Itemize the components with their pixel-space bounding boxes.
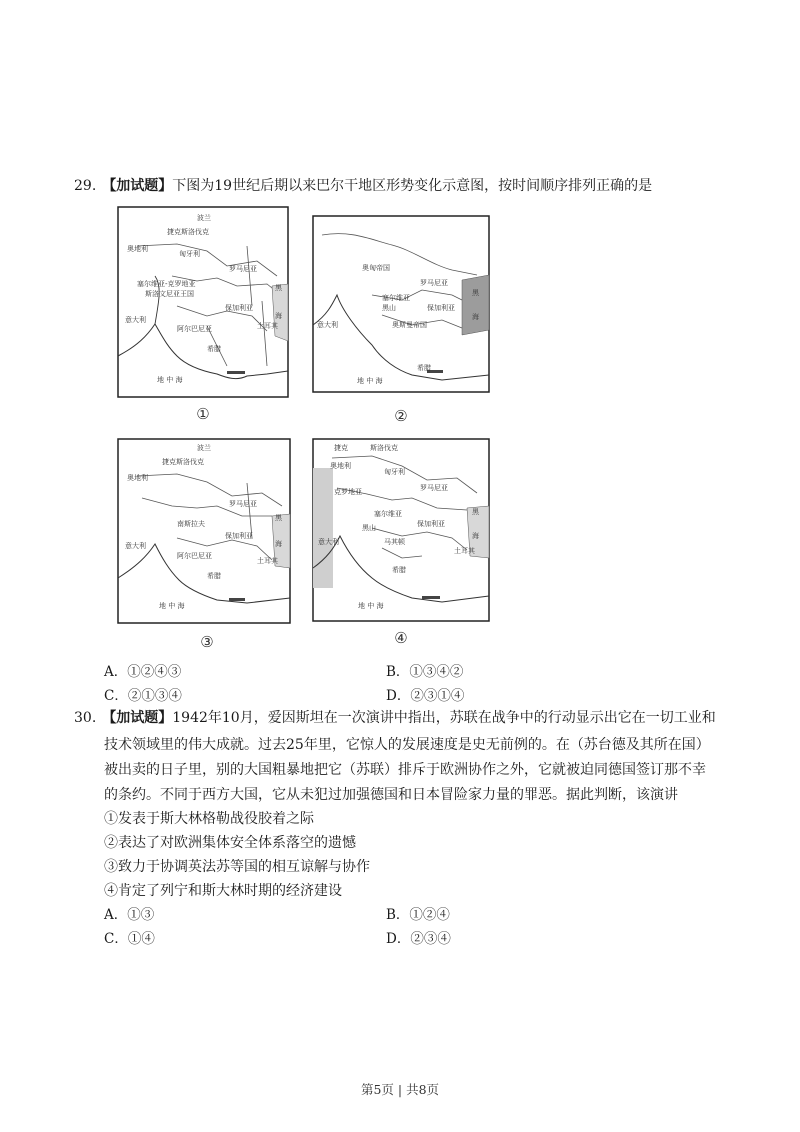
svg-text:罗马尼亚: 罗马尼亚 [229, 265, 257, 273]
map-2 [312, 215, 490, 393]
q29-stem: 下图为19世纪后期以来巴尔干地区形势变化示意图，按时间顺序排列正确的是 [172, 178, 653, 194]
map-3-image [117, 438, 291, 624]
balkan-maps-figure [100, 200, 500, 655]
option-letter: D． [386, 931, 411, 947]
q30-passage [104, 733, 710, 808]
svg-text:地 中 海: 地 中 海 [357, 377, 383, 385]
q30-option-d[interactable] [386, 929, 451, 949]
svg-text:希腊: 希腊 [417, 364, 431, 372]
q30-tag: 【加试题】 [102, 710, 173, 726]
svg-text:克罗地亚: 克罗地亚 [334, 488, 362, 496]
option-letter: D． [386, 688, 411, 704]
q30-statement-4: ④肯定了列宁和斯大林时期的经济建设 [104, 883, 342, 899]
option-letter: C． [104, 931, 128, 947]
map-2-number: ② [394, 407, 408, 425]
svg-text:捷克斯洛伐克: 捷克斯洛伐克 [167, 228, 209, 236]
option-text: ①③④② [409, 664, 464, 680]
svg-text:海: 海 [472, 532, 479, 540]
svg-text:奥地利: 奥地利 [330, 462, 351, 470]
q29-title [74, 176, 652, 196]
q30-option-c[interactable] [104, 929, 155, 949]
map-4-image [312, 438, 490, 622]
svg-text:奥匈帝国: 奥匈帝国 [362, 264, 390, 272]
map-2-image [312, 215, 490, 393]
svg-text:斯洛伐克: 斯洛伐克 [370, 444, 398, 452]
option-text: ①②④ [409, 907, 450, 923]
svg-text:马其顿: 马其顿 [384, 538, 405, 546]
svg-text:斯洛文尼亚王国: 斯洛文尼亚王国 [145, 290, 194, 298]
q30-title [74, 708, 716, 728]
svg-text:捷克: 捷克 [334, 444, 348, 452]
svg-text:波兰: 波兰 [197, 444, 211, 452]
svg-text:南斯拉夫: 南斯拉夫 [177, 520, 205, 528]
map-3-number: ③ [200, 633, 214, 651]
svg-text:捷克斯洛伐克: 捷克斯洛伐克 [162, 458, 204, 466]
svg-text:黑: 黑 [275, 514, 282, 522]
svg-text:地 中 海: 地 中 海 [157, 376, 183, 384]
q30-option-a[interactable] [104, 905, 154, 925]
svg-text:地 中 海: 地 中 海 [159, 602, 185, 610]
svg-text:土耳其: 土耳其 [257, 322, 278, 330]
map-4 [312, 438, 490, 622]
page-footer: 第5页 | 共8页 [360, 1082, 440, 1097]
svg-text:希腊: 希腊 [392, 566, 406, 574]
option-letter: B． [386, 907, 410, 923]
svg-text:黑: 黑 [472, 508, 479, 516]
q30-line-1: 1942年10月，爱因斯坦在一次演讲中指出，苏联在战争中的行动显示出它在一切工业和 [172, 710, 716, 726]
svg-text:塞尔维亚-克罗地亚: 塞尔维亚-克罗地亚 [137, 280, 196, 288]
svg-text:保加利亚: 保加利亚 [225, 304, 253, 312]
svg-text:塞尔维亚: 塞尔维亚 [374, 510, 402, 518]
svg-text:意大利: 意大利 [125, 542, 146, 550]
option-letter: A． [104, 907, 128, 923]
q30-statement-1: ①发表于斯大林格勒战役胶着之际 [104, 811, 314, 827]
svg-text:奥斯曼帝国: 奥斯曼帝国 [392, 321, 427, 329]
option-text: ②③④ [410, 931, 451, 947]
q29-option-c[interactable] [104, 686, 182, 706]
svg-text:土耳其: 土耳其 [257, 557, 278, 565]
svg-text:阿尔巴尼亚: 阿尔巴尼亚 [177, 552, 212, 560]
option-text: ①④ [127, 931, 155, 947]
option-letter: B． [386, 664, 410, 680]
svg-text:海: 海 [275, 312, 282, 320]
svg-text:波兰: 波兰 [197, 214, 211, 222]
svg-text:希腊: 希腊 [207, 572, 221, 580]
option-text: ②③①④ [410, 688, 465, 704]
svg-text:保加利亚: 保加利亚 [225, 532, 253, 540]
map-4-number: ④ [394, 629, 408, 647]
svg-text:海: 海 [275, 540, 282, 548]
option-text: ②①③④ [127, 688, 182, 704]
svg-text:奥地利: 奥地利 [127, 474, 148, 482]
svg-text:黑山: 黑山 [382, 304, 396, 312]
svg-text:意大利: 意大利 [318, 538, 339, 546]
q29-tag: 【加试题】 [102, 178, 173, 194]
svg-text:意大利: 意大利 [317, 321, 338, 329]
option-letter: A． [104, 664, 128, 680]
q29-option-d[interactable] [386, 686, 464, 706]
svg-text:意大利: 意大利 [125, 316, 146, 324]
svg-text:罗马尼亚: 罗马尼亚 [420, 484, 448, 492]
svg-text:海: 海 [472, 313, 479, 321]
q29-number: 29. [74, 178, 97, 194]
svg-text:保加利亚: 保加利亚 [427, 304, 455, 312]
svg-text:匈牙利: 匈牙利 [179, 250, 200, 258]
svg-text:匈牙利: 匈牙利 [384, 468, 405, 476]
q30-statement-2: ②表达了对欧洲集体安全体系落空的遗憾 [104, 835, 356, 851]
q30-line-3: 被出卖的日子里，别的大国粗暴地把它（苏联）排斥于欧洲协作之外，它就被迫同德国签订那不幸 [104, 762, 706, 778]
map-1 [117, 206, 289, 398]
svg-text:阿尔巴尼亚: 阿尔巴尼亚 [177, 325, 212, 333]
svg-text:塞尔维亚: 塞尔维亚 [382, 294, 410, 302]
svg-text:地 中 海: 地 中 海 [358, 602, 384, 610]
svg-text:保加利亚: 保加利亚 [417, 520, 445, 528]
svg-text:罗马尼亚: 罗马尼亚 [420, 279, 448, 287]
q30-option-b[interactable] [386, 905, 450, 925]
svg-text:希腊: 希腊 [207, 345, 221, 353]
q30-line-2: 技术领域里的伟大成就。过去25年里，它惊人的发展速度是史无前例的。在（苏台德及其所在国） [104, 737, 710, 753]
q29-option-a[interactable] [104, 662, 181, 682]
option-letter: C． [104, 688, 128, 704]
svg-text:黑: 黑 [472, 289, 479, 297]
map-1-image [117, 206, 289, 398]
svg-text:黑: 黑 [275, 284, 282, 292]
q29-option-b[interactable] [386, 662, 463, 682]
svg-text:黑山: 黑山 [362, 524, 376, 532]
q30-statement-3: ③致力于协调英法苏等国的相互谅解与协作 [104, 859, 370, 875]
svg-text:土耳其: 土耳其 [454, 547, 475, 555]
q30-number: 30. [74, 710, 97, 726]
map-1-number: ① [196, 405, 210, 423]
map-3 [117, 438, 291, 624]
svg-text:奥地利: 奥地利 [127, 245, 148, 253]
q30-line-4: 的条约。不同于西方大国，它从未犯过加强德国和日本冒险家力量的罪恶。据此判断，该演讲 [104, 787, 678, 803]
option-text: ①③ [127, 907, 155, 923]
svg-text:罗马尼亚: 罗马尼亚 [229, 500, 257, 508]
option-text: ①②④③ [127, 664, 182, 680]
